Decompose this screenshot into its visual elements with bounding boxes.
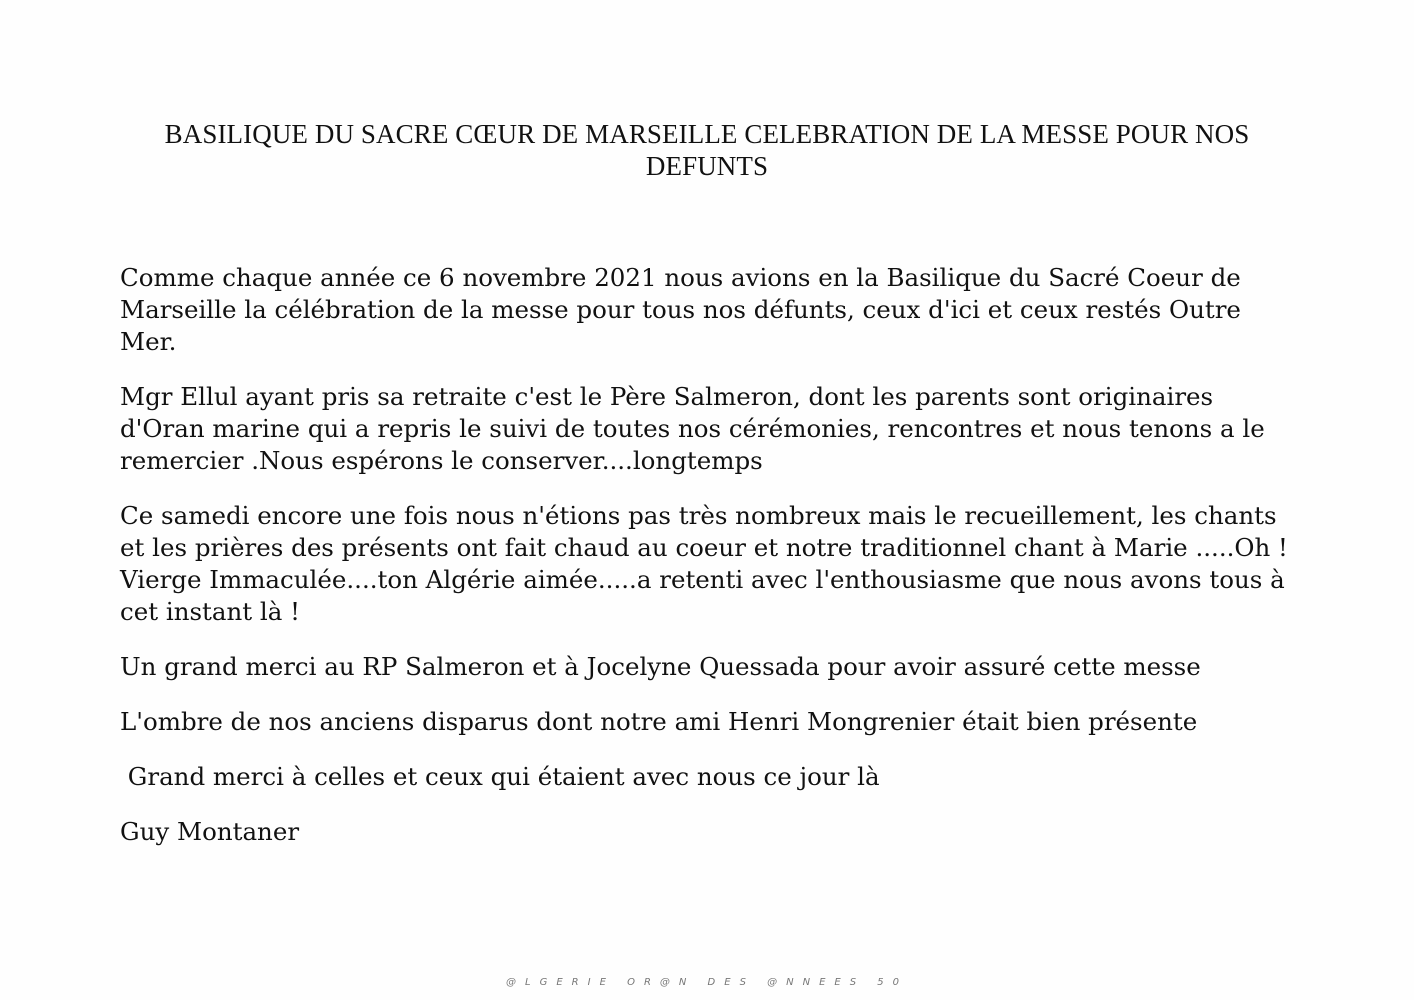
paragraph: Comme chaque année ce 6 novembre 2021 nous avions en la Basilique du Sacré Coeur de Marseille la célébration de la messe pour tous nos défunts, ceux d'ici et ceux restés Outre Mer. [120,263,1241,356]
paragraph: L'ombre de nos anciens disparus dont notre ami Henri Mongrenier était bien présente [120,707,1198,736]
paragraph: Mgr Ellul ayant pris sa retraite c'est le Père Salmeron, dont les parents sont originaires d'Oran marine qui a repris le suivi de toutes nos cérémonies, rencontres et nous tenons a le remercier .Nous espérons le conserver....longtemps [120,382,1265,475]
paragraph: Ce samedi encore une fois nous n'étions pas très nombreux mais le recueillement, les chants et les prières des présents ont fait chaud au coeur et notre traditionnel chant à Marie .....Oh ! Vierge Immaculée....ton Algérie aimée.....a retenti avec l'enthousiasme que nous avons tous à cet instant là ! [120,501,1288,626]
footer-watermark: @LGERIE OR@N DES @NNEES 50 [506,977,908,988]
signature: Guy Montaner [120,817,300,846]
page-title: BASILIQUE DU SACRE CŒUR DE MARSEILLE CELEBRATION DE LA MESSE POUR NOS DEFUNTS [164,119,1250,181]
paragraph: Grand merci à celles et ceux qui étaient avec nous ce jour là [120,762,880,791]
paragraph: Un grand merci au RP Salmeron et à Jocelyne Quessada pour avoir assuré cette messe [120,652,1201,681]
article-body [120,262,1298,871]
